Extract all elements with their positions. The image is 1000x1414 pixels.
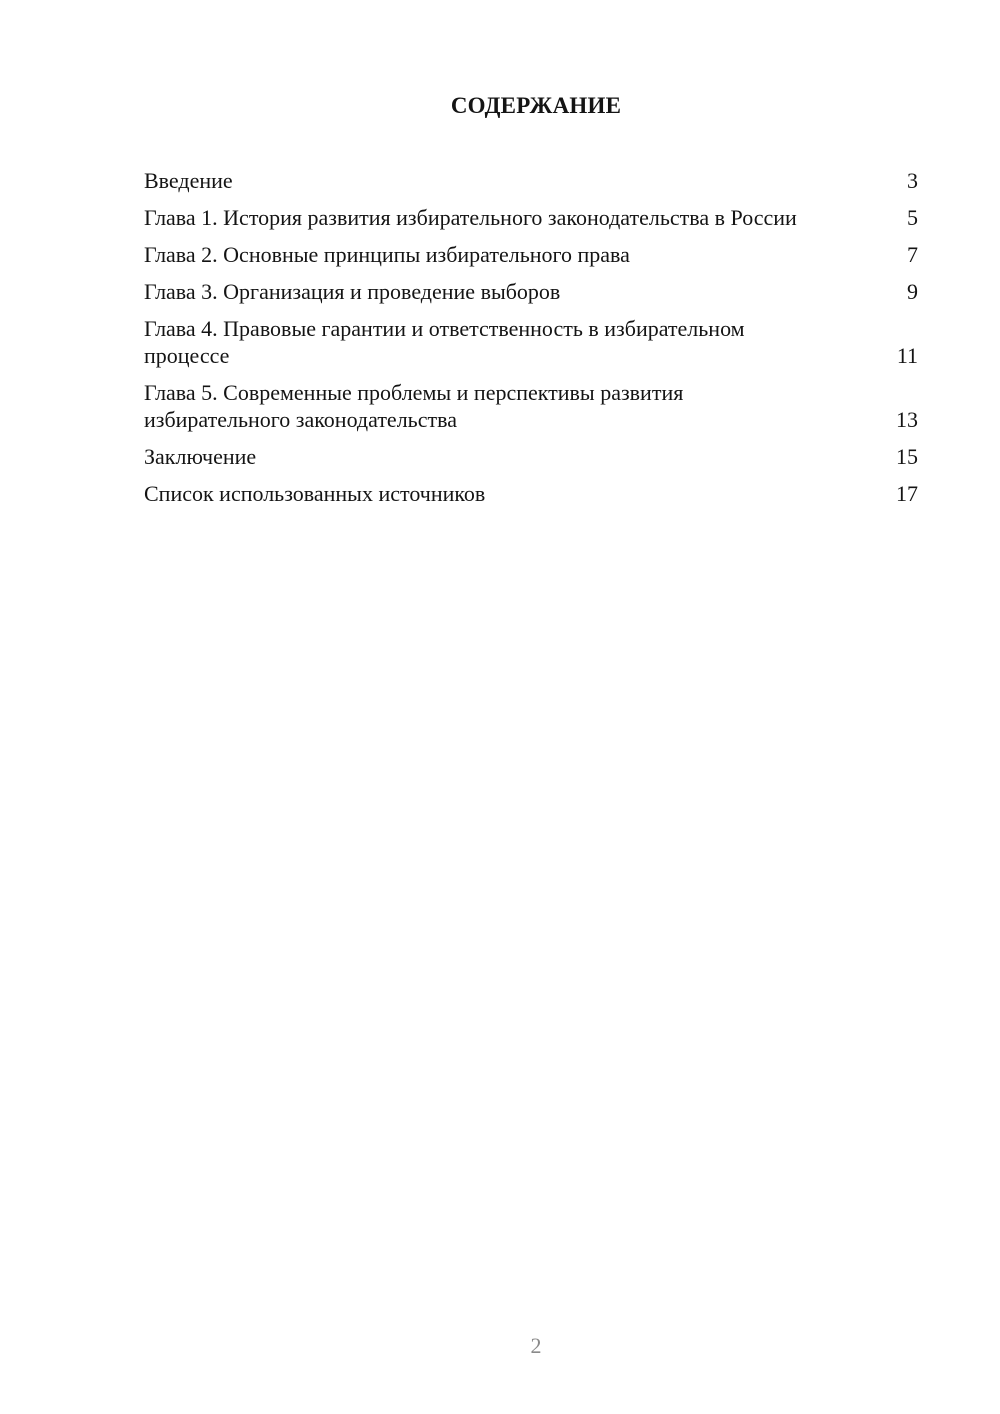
toc-entry-title: Глава 4. Правовые гарантии и ответственность в избирательном процессе [144,316,745,368]
toc-entry-title: Глава 3. Организация и проведение выборов [144,279,561,304]
toc-entry-chapter-5 [144,379,918,433]
toc-entry-introduction [144,167,918,194]
toc-entry-references [144,480,918,507]
toc-entry-conclusion [144,443,918,470]
toc-entry-page: 13 [896,407,918,432]
toc-entry-title: Заключение [144,444,257,469]
toc-entry-page: 17 [896,481,918,506]
toc-entry-title: Глава 5. Современные проблемы и перспективы развития избирательного законодательства [144,380,684,432]
toc-entry-chapter-4 [144,315,918,369]
toc-entry-page: 11 [896,343,918,368]
toc-entry-page: 3 [907,168,918,193]
toc-entry-page: 5 [907,205,918,230]
page-number: 2 [530,1333,542,1358]
toc-entry-page: 15 [896,444,918,469]
toc-entry-chapter-2 [144,241,918,268]
toc-entry-chapter-3 [144,278,918,305]
toc-entry-title: Введение [144,168,233,193]
toc-entry-title: Глава 2. Основные принципы избирательного права [144,242,630,267]
toc-entry-page: 9 [907,279,918,304]
toc-entry-title: Глава 1. История развития избирательного законодательства в России [144,205,797,230]
table-of-contents [144,167,918,517]
page-title: СОДЕРЖАНИЕ [450,93,622,118]
toc-entry-title: Список использованных источников [144,481,486,506]
toc-entry-page: 7 [907,242,918,267]
toc-entry-chapter-1 [144,204,918,231]
